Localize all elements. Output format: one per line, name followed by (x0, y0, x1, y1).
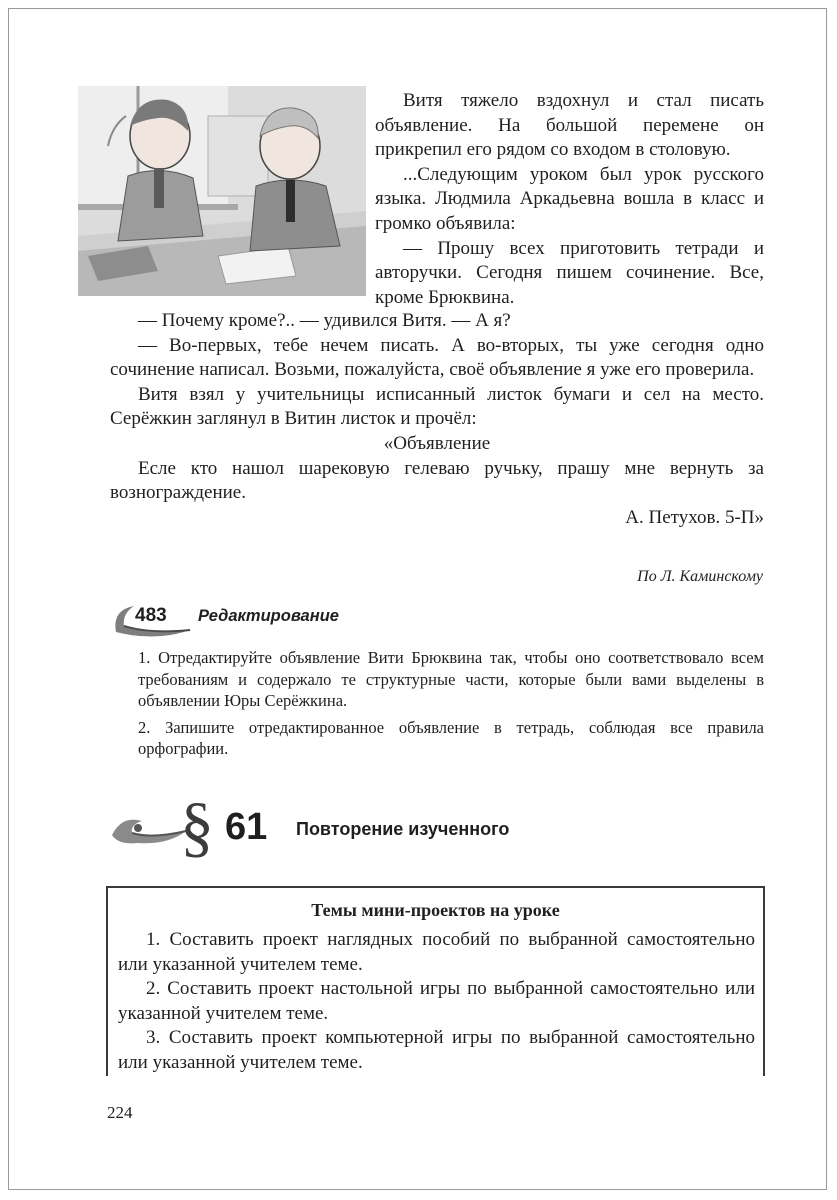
story-paragraph: — Во-первых, тебе нечем писать. А во-вторых, ты уже сегодня одно сочинение написал. Возьми, пожалуйста, своё объявление я уже его проверила. (110, 334, 764, 381)
section-title: Повторение изученного (296, 819, 510, 839)
box-item: 1. Составить проект наглядных пособий по выбранной самостоятельно или указанной учителем теме. (118, 929, 755, 975)
story-text-full-width (110, 309, 764, 530)
story-paragraph: ...Следующим уроком был урок русского языка. Людмила Аркадьевна вошла в класс и громко объявила: (375, 163, 764, 234)
story-paragraph: — Почему кроме?.. — удивился Витя. — А я? (138, 310, 511, 331)
section-sign: § (180, 788, 214, 864)
exercise-header (110, 600, 510, 640)
illustration-two-boys-at-desk (78, 86, 366, 296)
exercise-task: 2. Запишите отредактированное объявление в тетрадь, соблюдая все правила орфографии. (138, 717, 764, 758)
section-header (108, 788, 668, 865)
exercise-task-list (138, 647, 764, 765)
section-number: 61 (225, 806, 268, 848)
notice-heading: «Объявление (383, 432, 491, 454)
story-paragraph: Витя взял у учительницы исписанный листок бумаги и сел на место. Серёжкин заглянул в Витин листок и прочёл: (110, 383, 764, 430)
story-paragraph: — Прошу всех приготовить тетради и авторучки. Сегодня пишем сочинение. Все, кроме Брюквина. (375, 237, 764, 308)
exercise-task: 1. Отредактируйте объявление Вити Брюквина так, чтобы оно соответствовало всем требованиям и содержало те структурные части, которые были вами выделены в объявлении Юры Серёжкина. (138, 648, 765, 710)
box-item: 3. Составить проект компьютерной игры по выбранной самостоятельно или указанной учителем теме. (118, 1027, 755, 1073)
author-attribution: По Л. Каминскому (637, 568, 763, 585)
notice-signature: А. Петухов. 5-П» (625, 506, 764, 528)
mini-project-topics-box (106, 886, 765, 1076)
section-swirl-icon (108, 795, 188, 865)
box-item: 2. Составить проект настольной игры по выбранной самостоятельно или указанной учителем теме. (118, 978, 755, 1024)
box-item-list (118, 928, 755, 1075)
story-text-beside-illustration (375, 89, 764, 310)
box-title: Темы мини-проектов на уроке (311, 900, 560, 920)
exercise-title: Редактирование (198, 607, 339, 625)
notice-body: Есле кто нашол шарековую гелеваю ручьку, прашу мне вернуть за вознограждение. (110, 457, 764, 504)
exercise-number: 483 (135, 605, 167, 626)
page-number: 224 (107, 1103, 133, 1122)
story-paragraph: Витя тяжело вздохнул и стал писать объявление. На большой перемене он прикрепил его рядом со входом в столовую. (375, 90, 764, 161)
